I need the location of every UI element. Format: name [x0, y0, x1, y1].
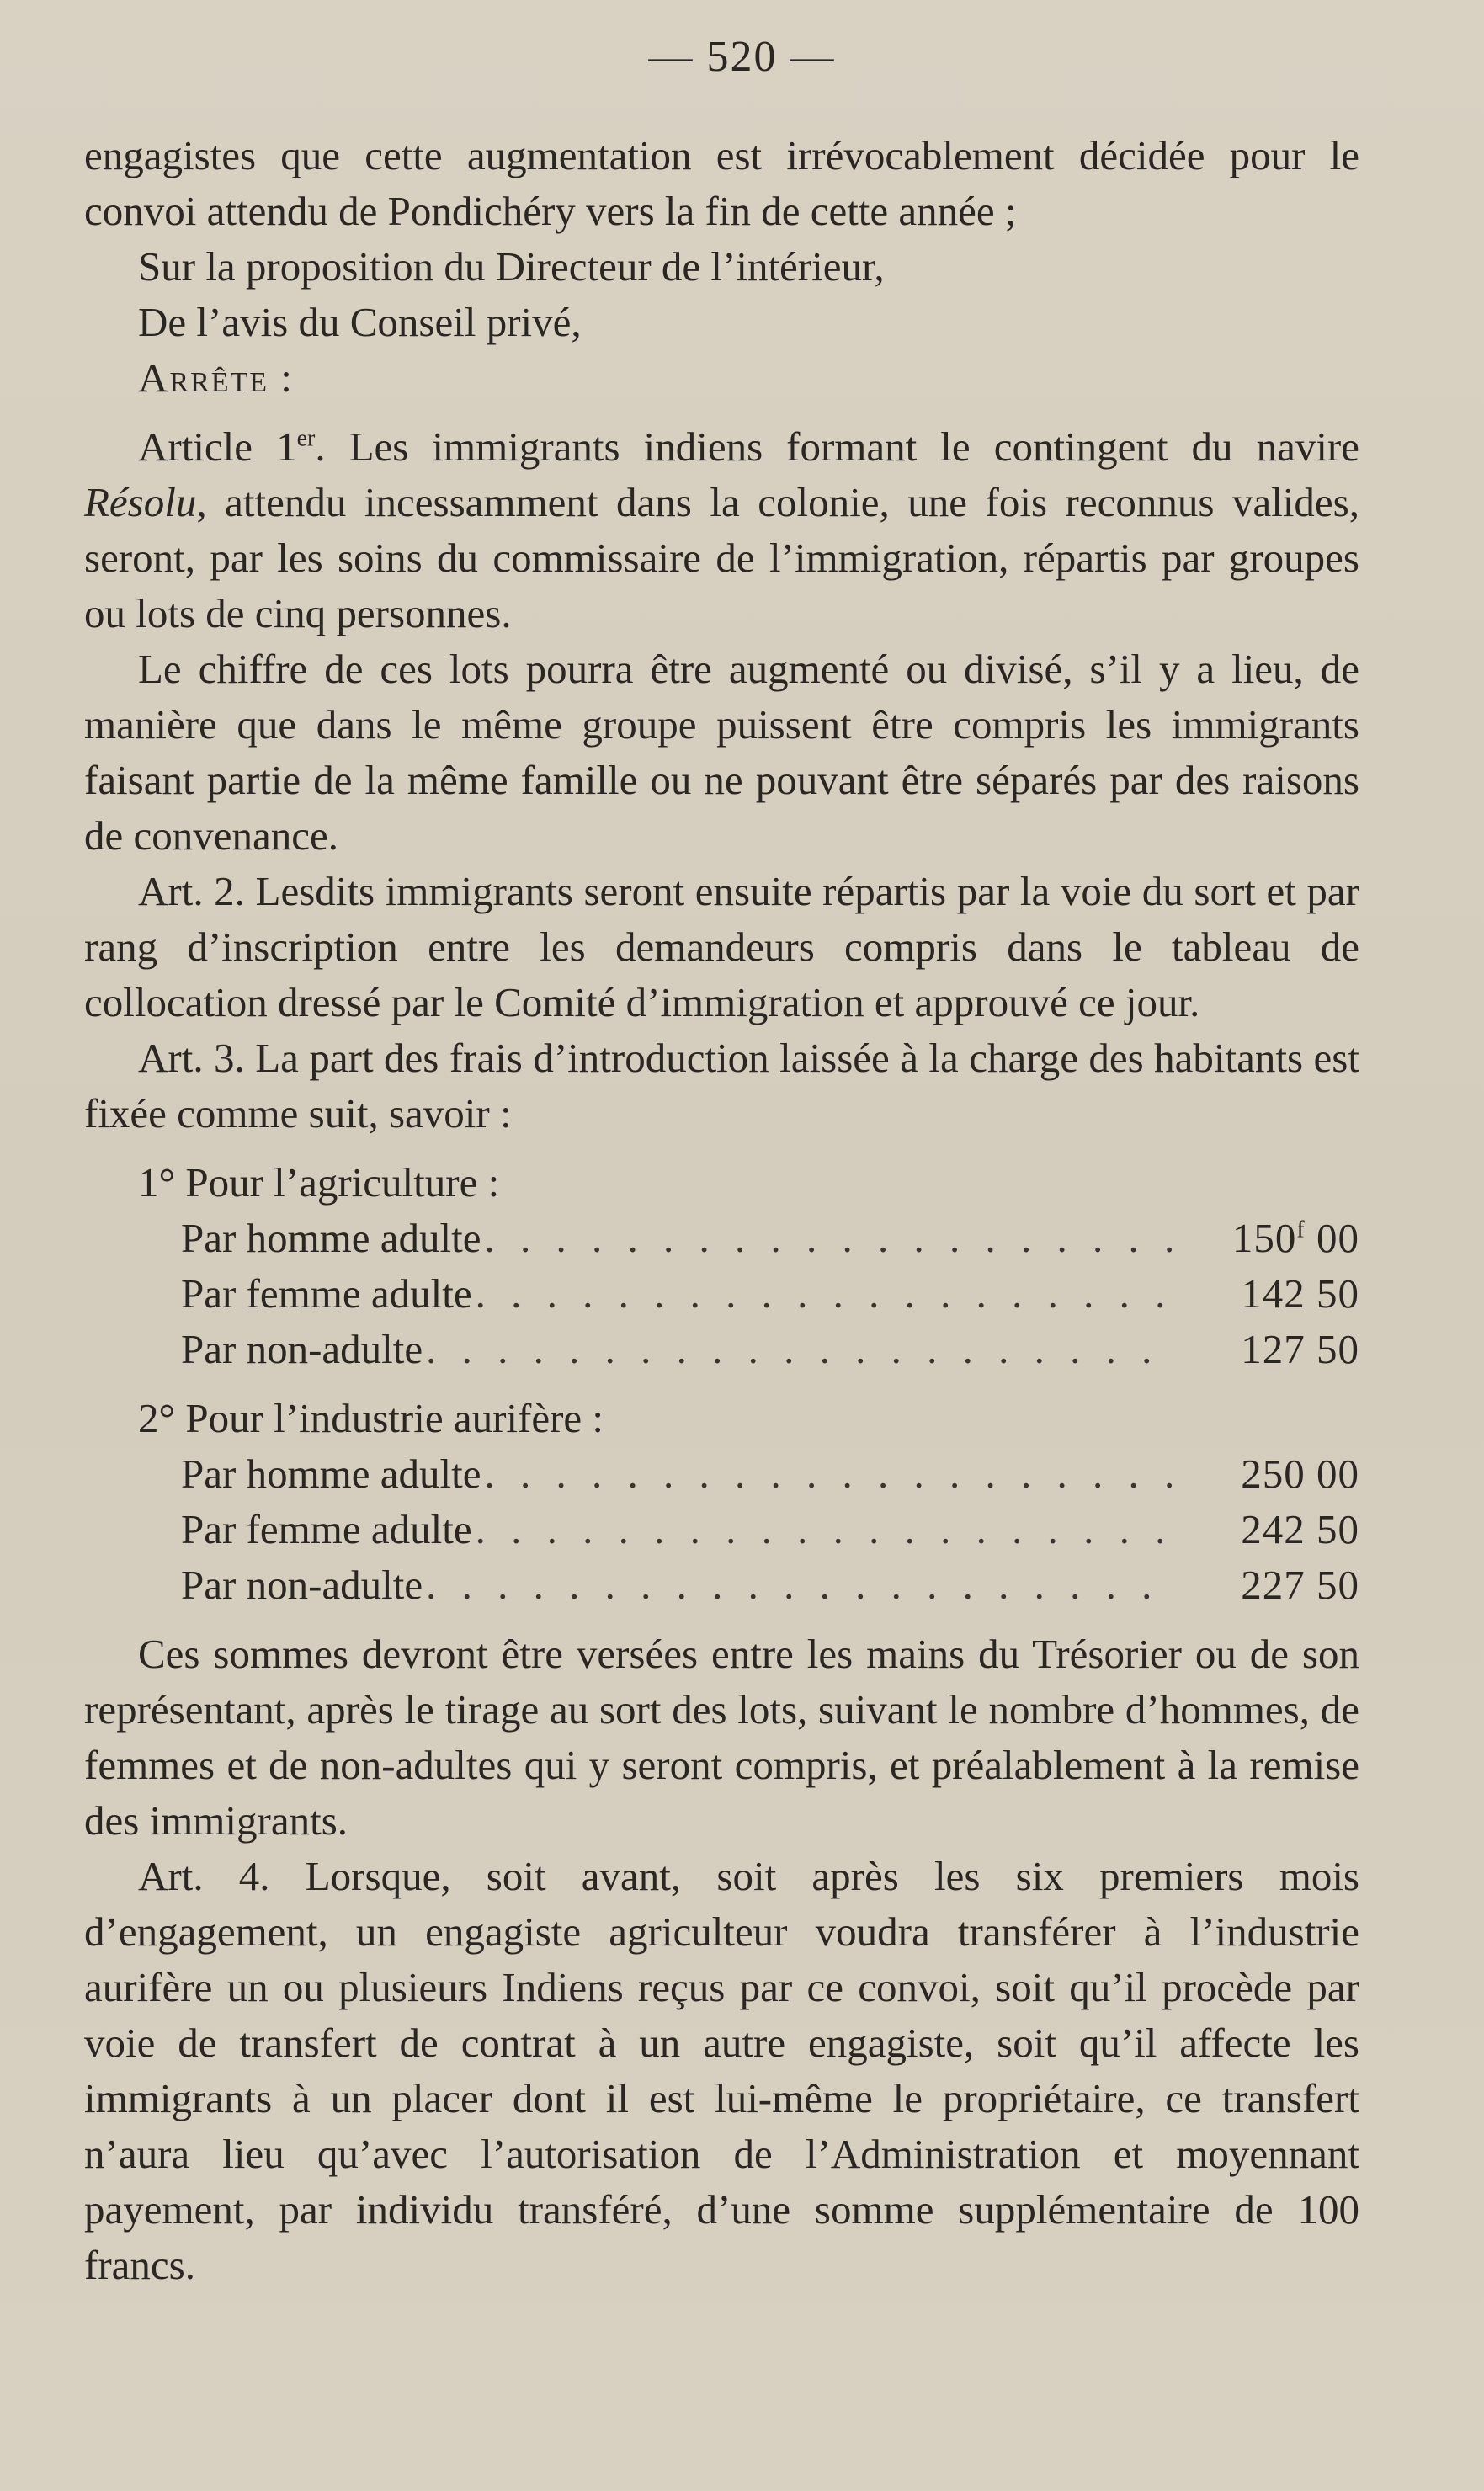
arrete-heading: Arrête :	[138, 354, 294, 401]
article-1-label: Article 1	[138, 423, 297, 470]
article-3: Art. 3. La part des frais d’introduction laissée à la charge des habitants est fixée comme suit, savoir :	[84, 1035, 1359, 1136]
leader-dots	[426, 1557, 1179, 1613]
leader-dots	[476, 1502, 1179, 1557]
amount-cents: 50	[1316, 1326, 1359, 1372]
tariff-label: Par femme adulte	[181, 1506, 472, 1552]
amount-value: 150	[1231, 1215, 1297, 1261]
article-1-text-b: , attendu incessamment dans la colonie, une fois reconnus valides, seront, par les soins du commissaire de l’immigration, répartis par groupes ou lots de cinq personnes.	[84, 479, 1359, 636]
page-number: — 520 —	[648, 33, 836, 81]
amount-cents: 00	[1316, 1450, 1359, 1497]
article-1-paragraph-2: Le chiffre de ces lots pourra être augmenté ou divisé, s’il y a lieu, de manière que dans le même groupe puissent être compris les immigrants faisant partie de la même famille ou ne pouvant être séparés par des raisons de convenance.	[84, 646, 1359, 859]
leader-dots	[426, 1322, 1179, 1377]
tariff-agriculture	[84, 1155, 1359, 1377]
tariff-amount	[1191, 1502, 1359, 1557]
tariff-amount	[1191, 1266, 1359, 1322]
amount-value: 242	[1241, 1506, 1306, 1552]
tariff-amount	[1191, 1557, 1359, 1613]
amount-cents: 50	[1316, 1562, 1359, 1608]
article-2: Art. 2. Lesdits immigrants seront ensuite répartis par la voie du sort et par rang d’inscription entre les demandeurs compris dans le tableau de collocation dressé par le Comité d’immigration et approuvé ce jour.	[84, 868, 1359, 1025]
tariff-label: Par non-adulte	[181, 1562, 423, 1608]
amount-cents: 50	[1316, 1270, 1359, 1317]
tariff-label: Par femme adulte	[181, 1270, 472, 1317]
tariff-heading-gold: 2° Pour l’industrie aurifère :	[138, 1395, 604, 1441]
tariff-amount	[1191, 1322, 1359, 1377]
tariff-heading-agriculture: 1° Pour l’agriculture :	[138, 1159, 500, 1206]
amount-cents: 00	[1316, 1215, 1359, 1261]
tariff-row	[84, 1502, 1359, 1557]
amount-cents: 50	[1316, 1506, 1359, 1552]
article-1-sup: er	[296, 425, 316, 452]
article-1	[84, 419, 1359, 641]
tariff-row	[84, 1266, 1359, 1322]
tariff-label: Par homme adulte	[181, 1215, 481, 1261]
tariff-label: Par non-adulte	[181, 1326, 423, 1372]
tariff-row	[84, 1446, 1359, 1502]
proposition-line: Sur la proposition du Directeur de l’intérieur,	[138, 243, 885, 290]
amount-unit: f	[1296, 1216, 1306, 1243]
article-4: Art. 4. Lorsque, soit avant, soit après les six premiers mois d’engagement, un engagiste agriculteur voudra transférer à l’industrie aurifère un ou plusieurs Indiens reçus par ce convoi, soit qu’il procède par voie de transfert de contrat à un autre engagiste, soit qu’il affecte les immigrants à un placer dont il est lui-même le propriétaire, ce transfert n’aura lieu qu’avec l’autorisation de l’Administration et moyennant payement, par individu transféré, d’une somme supplémentaire de 100 francs.	[84, 1853, 1359, 2288]
tariff-amount	[1191, 1446, 1359, 1502]
tariff-row	[84, 1557, 1359, 1613]
amount-value: 227	[1241, 1562, 1306, 1608]
article-1-text-a: . Les immigrants indiens formant le contingent du navire	[315, 423, 1359, 470]
tariff-gold-industry	[84, 1391, 1359, 1613]
amount-value: 250	[1241, 1450, 1306, 1497]
amount-value: 142	[1241, 1270, 1306, 1317]
continuation-paragraph: engagistes que cette augmentation est irrévocablement décidée pour le convoi attendu de Pondichéry vers la fin de cette année ;	[84, 132, 1359, 234]
tariff-label: Par homme adulte	[181, 1450, 481, 1497]
amount-value: 127	[1241, 1326, 1306, 1372]
leader-dots	[485, 1446, 1179, 1502]
leader-dots	[476, 1266, 1179, 1322]
tariff-row	[84, 1211, 1359, 1266]
page-body	[84, 128, 1359, 2293]
payment-paragraph: Ces sommes devront être versées entre les mains du Trésorier ou de son représentant, après le tirage au sort des lots, suivant le nombre d’hommes, de femmes et de non-adultes qui y seront compris, et préalablement à la remise des immigrants.	[84, 1631, 1359, 1844]
ship-name: Résolu	[84, 479, 197, 525]
tariff-row	[84, 1322, 1359, 1377]
conseil-line: De l’avis du Conseil privé,	[138, 299, 582, 345]
leader-dots	[485, 1211, 1179, 1266]
tariff-amount	[1191, 1211, 1359, 1266]
